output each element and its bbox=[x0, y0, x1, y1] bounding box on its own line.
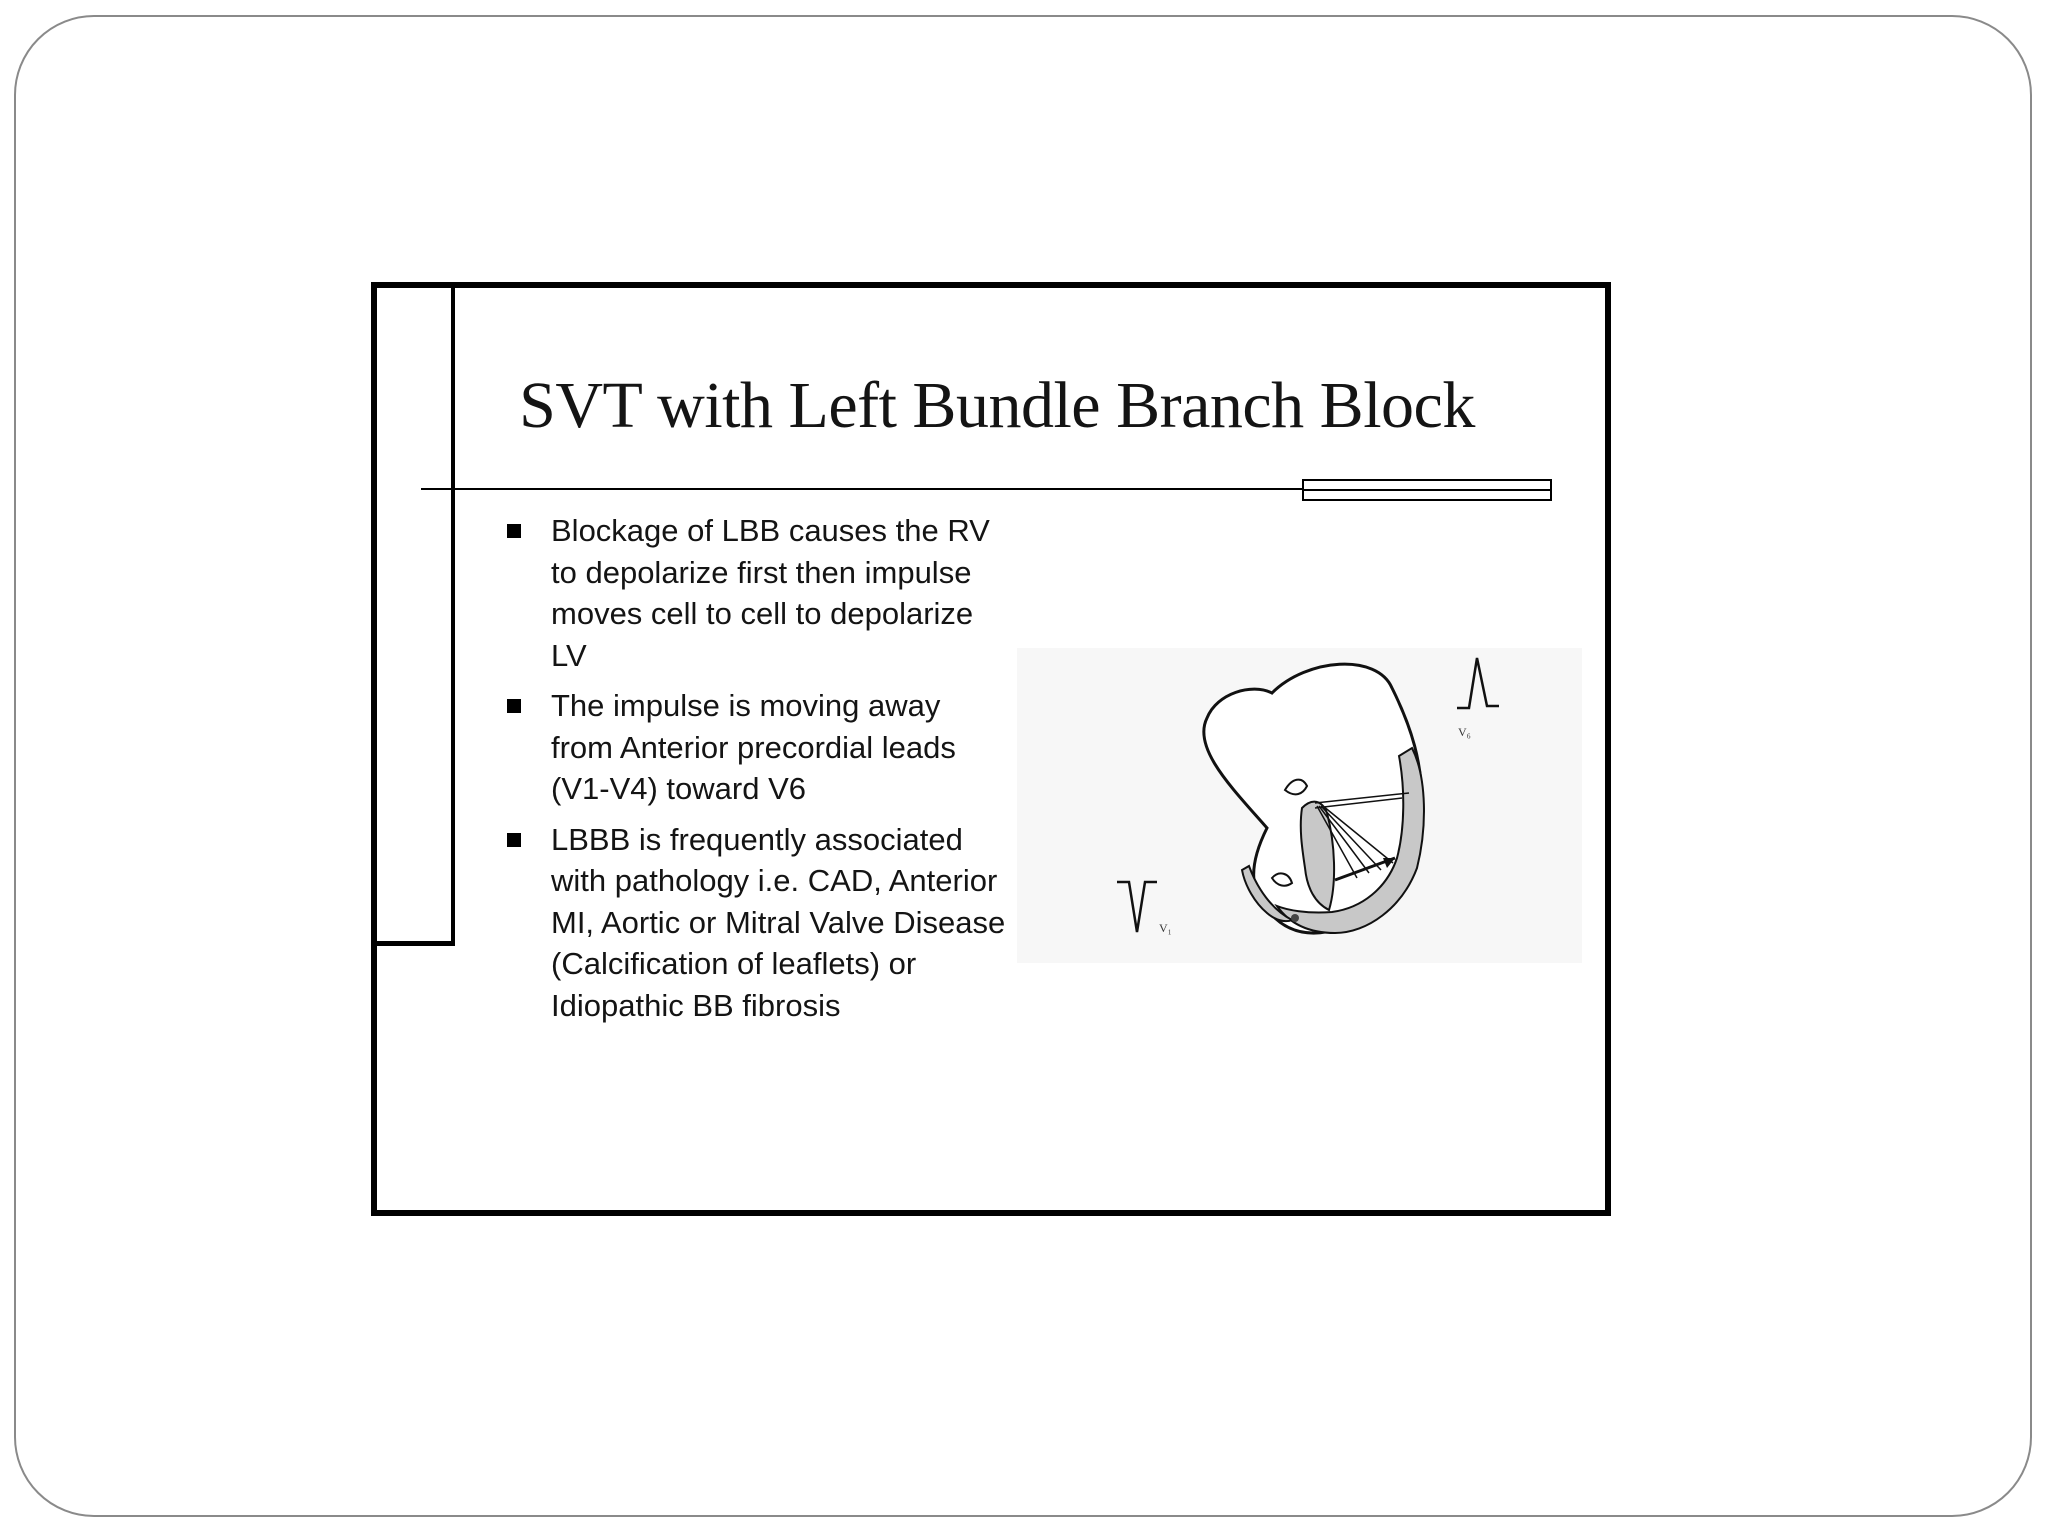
bullet-item bbox=[507, 685, 1007, 810]
title-bar-decoration bbox=[1302, 479, 1552, 501]
bullet-text: The impulse is moving away from Anterior precordial leads (V1-V4) toward V6 bbox=[551, 688, 956, 806]
slide-title: SVT with Left Bundle Branch Block bbox=[519, 369, 1475, 442]
left-bracket-decoration bbox=[377, 288, 455, 946]
v1-lead-label: V₁ bbox=[1159, 921, 1172, 935]
bullet-text: LBBB is frequently associated with pathology i.e. CAD, Anterior MI, Aortic or Mitral Valve Disease (Calcification of leaflets) or Idiopathic BB fibrosis bbox=[551, 821, 1006, 1023]
bullet-item bbox=[507, 819, 1007, 1027]
v6-waveform bbox=[1457, 658, 1499, 708]
slide bbox=[371, 282, 1611, 1216]
v1-waveform bbox=[1117, 882, 1157, 932]
square-bullet-icon bbox=[507, 524, 521, 538]
bullet-list bbox=[507, 510, 1007, 1035]
heart-diagram bbox=[1017, 648, 1582, 963]
bullet-item bbox=[507, 510, 1007, 676]
bullet-text: Blockage of LBB causes the RV to depolarize first then impulse moves cell to cell to depolarize LV bbox=[551, 513, 990, 673]
square-bullet-icon bbox=[507, 699, 521, 713]
apex-marker bbox=[1291, 914, 1299, 922]
square-bullet-icon bbox=[507, 833, 521, 847]
v6-lead-label: V₆ bbox=[1458, 725, 1471, 739]
heart-diagram-figure bbox=[1017, 648, 1582, 963]
